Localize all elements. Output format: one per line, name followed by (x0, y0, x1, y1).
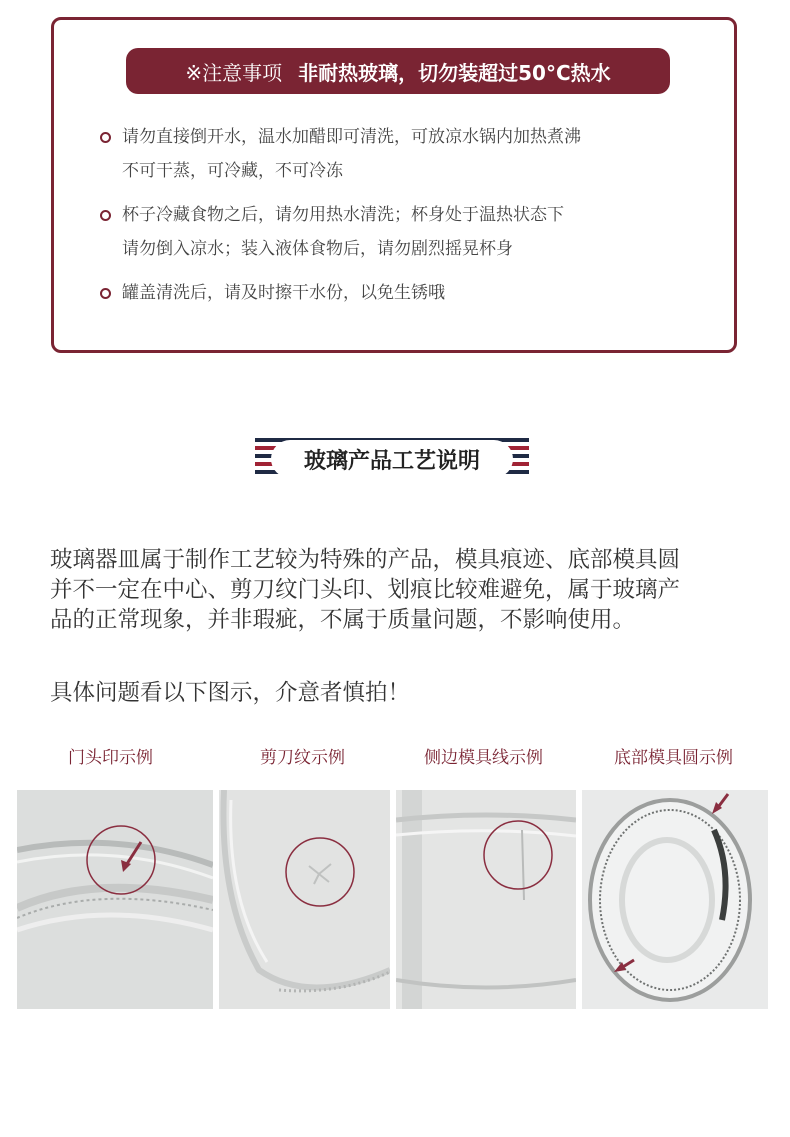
sample-caption: 侧边模具线示例 (424, 748, 543, 768)
sample-caption: 底部模具圆示例 (614, 748, 733, 768)
section-heading (255, 438, 529, 480)
notice-item (98, 198, 718, 266)
notice-banner (126, 48, 670, 94)
sample-caption: 门头印示例 (68, 748, 153, 768)
notice-item (98, 276, 718, 310)
notice-item-line: 杯子冷藏食物之后，请勿用热水清洗；杯身处于温热状态下 (122, 205, 564, 225)
notice-list (98, 120, 718, 320)
notice-item (98, 120, 718, 188)
bullet-icon (100, 288, 111, 299)
notice-lead: ※注意事项 (185, 60, 283, 85)
glass-rim-photo (17, 790, 213, 1009)
glass-base-photo (582, 790, 768, 1009)
notice-item-line: 不可干蒸，可冷藏，不可冷冻 (122, 161, 343, 181)
notice-card (51, 17, 737, 353)
notice-item-line: 请勿直接倒开水，温水加醋即可清洗，可放凉水锅内加热煮沸 (122, 127, 581, 147)
bullet-icon (100, 210, 111, 221)
caution-note: 具体问题看以下图示，介意者慎拍！ (50, 680, 411, 706)
glass-bottom-photo (219, 790, 390, 1009)
notice-headline: 非耐热玻璃，切勿装超过50°C热水 (298, 60, 611, 85)
paragraph-line: 并不一定在中心、剪刀纹门头印、划痕比较难避免，属于玻璃产 (50, 577, 681, 603)
paragraph-line: 玻璃器皿属于制作工艺较为特殊的产品，模具痕迹、底部模具圆 (50, 547, 681, 573)
sample-caption: 剪刀纹示例 (260, 748, 345, 768)
bullet-icon (100, 132, 111, 143)
notice-item-line: 罐盖清洗后，请及时擦干水份，以免生锈哦 (122, 283, 445, 303)
notice-item-line: 请勿倒入凉水；装入液体食物后，请勿剧烈摇晃杯身 (122, 239, 513, 259)
section-title: 玻璃产品工艺说明 (271, 440, 513, 478)
explanation-paragraph (50, 545, 750, 635)
paragraph-line: 品的正常现象，并非瑕疵，不属于质量问题，不影响使用。 (50, 607, 636, 633)
glass-side-photo (396, 790, 576, 1009)
